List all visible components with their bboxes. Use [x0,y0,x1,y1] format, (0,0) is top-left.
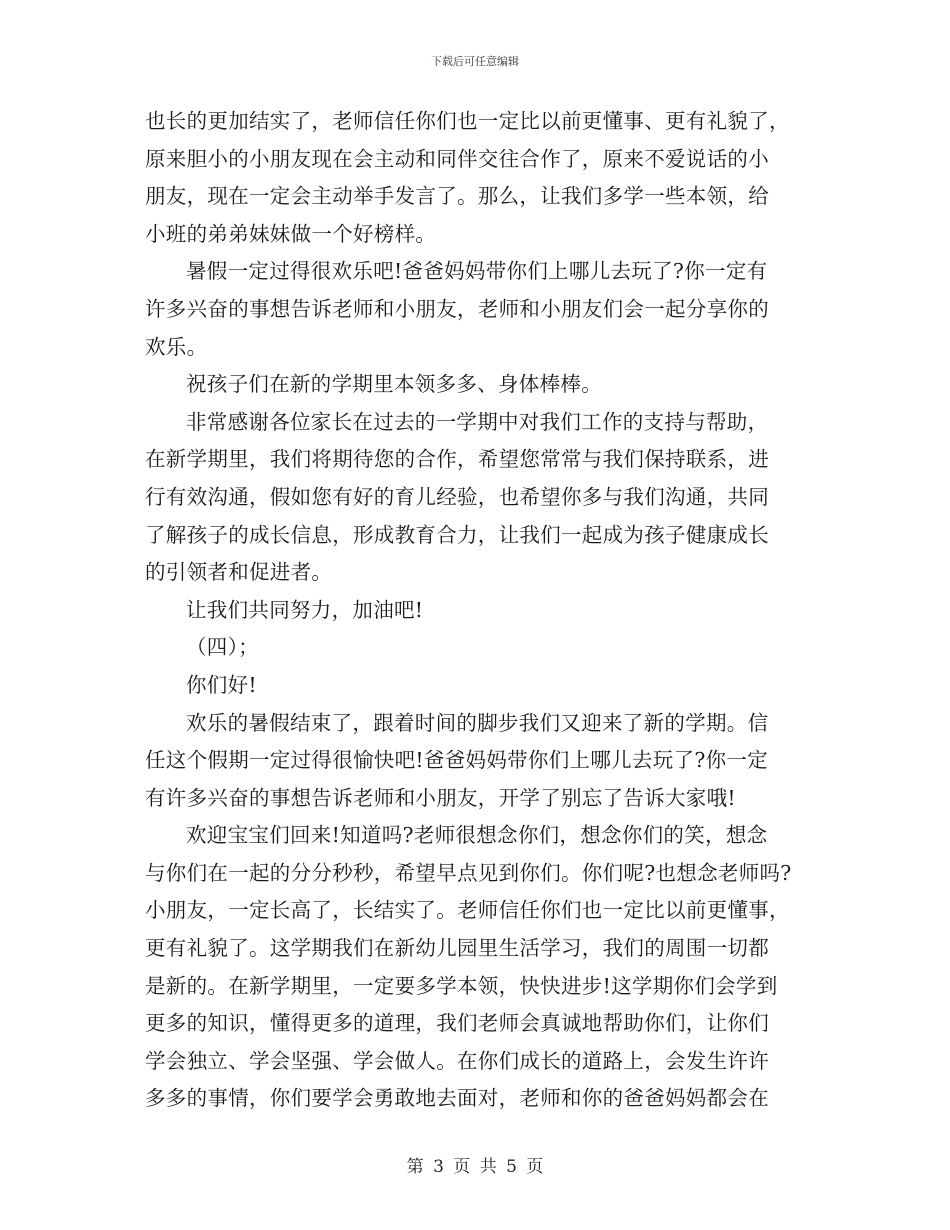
text-line: （四）； [186,635,259,660]
text-line: 多多的事情，你们要学会勇敢地去面对，老师和你的爸爸妈妈都会在 [145,1086,769,1111]
text-line: 的引领者和促进者。 [145,560,333,585]
text-line: 欢乐的暑假结束了，跟着时间的脚步我们又迎来了新的学期。信 [186,710,769,735]
text-line: 更有礼貌了。这学期我们在新幼儿园里生活学习，我们的周围一切都 [145,936,769,961]
text-line: 原来胆小的小朋友现在会主动和同伴交往合作了，原来不爱说话的小 [145,146,769,171]
text-line: 学会独立、学会坚强、学会做人。在你们成长的道路上，会发生许许 [145,1048,769,1073]
text-line: 行有效沟通，假如您有好的育儿经验，也希望你多与我们沟通，共同 [145,484,769,509]
text-line: 祝孩子们在新的学期里本领多多、身体棒棒。 [186,372,602,397]
text-line: 欢乐。 [145,334,208,359]
text-line: 也长的更加结实了，老师信任你们也一定比以前更懂事、更有礼貌了， [145,109,790,133]
text-line: 朋友，现在一定会主动举手发言了。那么，让我们多学一些本领，给 [145,184,769,209]
text-line: 许多兴奋的事想告诉老师和小朋友，老师和小朋友们会一起分享你的 [145,296,769,321]
text-line: 暑假一定过得很欢乐吧!爸爸妈妈带你们上哪儿去玩了?你一定有 [186,259,768,284]
text-line: 任这个假期一定过得很愉快吧!爸爸妈妈带你们上哪儿去玩了?你一定 [145,748,769,773]
text-line: 与你们在一起的分分秒秒，希望早点见到你们。你们呢?也想念老师吗? [145,860,792,885]
text-line: 有许多兴奋的事想告诉老师和小朋友，开学了别忘了告诉大家哦! [145,785,736,810]
text-line: 是新的。在新学期里，一定要多学本领，快快进步!这学期你们会学到 [145,973,778,998]
document-body [145,103,815,1118]
page-footer: 第 3 页 共 5 页 [406,1157,544,1177]
text-line: 欢迎宝宝们回来!知道吗?老师很想念你们，想念你们的笑，想念 [186,823,768,848]
text-line: 更多的知识，懂得更多的道理，我们老师会真诚地帮助你们，让你们 [145,1011,769,1036]
text-line: 小朋友，一定长高了，长结实了。老师信任你们也一定比以前更懂事， [145,898,790,923]
page-header: 下载后可任意编辑 [431,55,519,68]
text-line: 了解孩子的成长信息，形成教育合力，让我们一起成为孩子健康成长 [145,522,769,547]
text-line: 你们好! [186,672,257,697]
text-line: 让我们共同努力，加油吧! [186,597,424,622]
text-line: 在新学期里，我们将期待您的合作，希望您常常与我们保持联系，进 [145,447,769,472]
text-line: 非常感谢各位家长在过去的一学期中对我们工作的支持与帮助， [186,409,769,434]
text-line: 小班的弟弟妹妹做一个好榜样。 [145,221,437,246]
